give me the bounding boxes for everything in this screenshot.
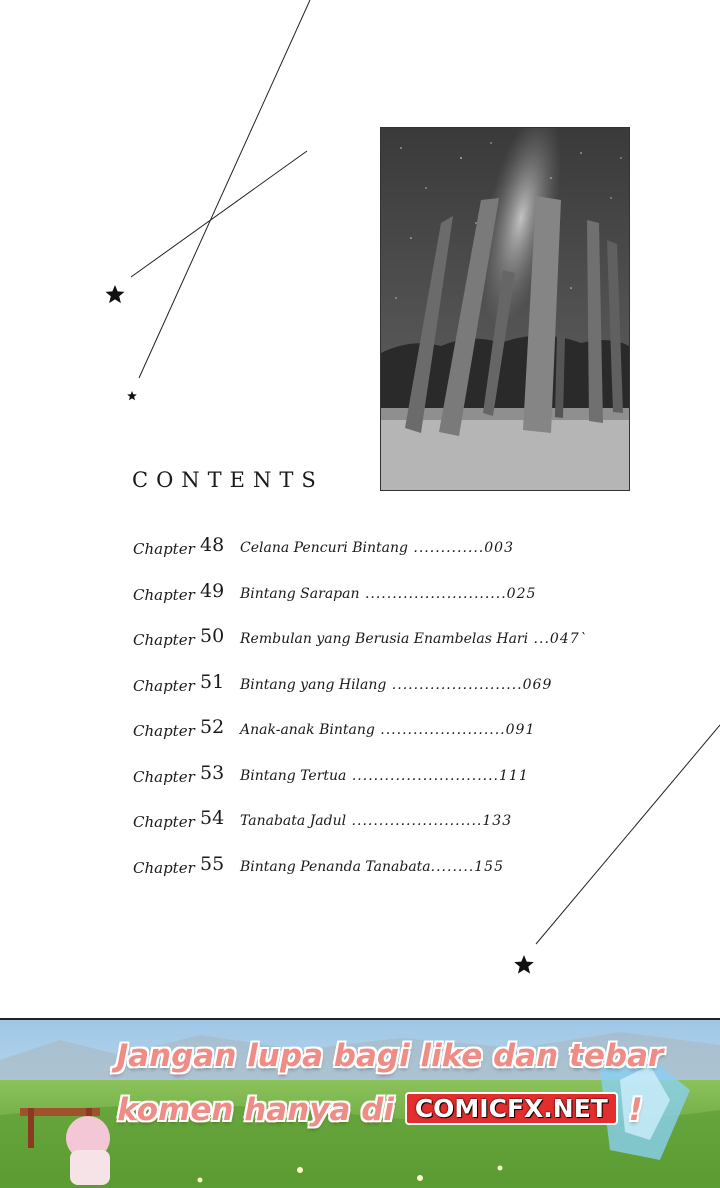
dot-leader: ........................ <box>386 676 523 693</box>
page-number: 111 <box>499 767 529 784</box>
star-icon <box>514 955 534 974</box>
site-link[interactable]: COMICFX.NET <box>405 1092 618 1125</box>
chapter-label: Chapter <box>133 767 195 786</box>
chapter-title: Tanabata Jadul <box>240 813 347 829</box>
chapter-title: Bintang Penanda Tanabata <box>240 858 431 875</box>
page-number: 133 <box>482 813 513 829</box>
chapter-label: Chapter <box>133 540 195 558</box>
promo-banner <box>0 1018 720 1188</box>
night-sky-pillars-photo <box>380 127 630 491</box>
dot-leader: ........ <box>430 858 475 875</box>
page-number: 003 <box>484 540 514 556</box>
shooting-star-trail <box>139 0 310 378</box>
chapter-title-line <box>240 586 536 602</box>
chapter-label: Chapter <box>133 722 195 740</box>
chapter-title-line <box>240 722 535 738</box>
chapter-number: 54 <box>200 807 225 829</box>
chapter-title: Bintang yang Hilang <box>240 676 387 693</box>
banner-line-2 <box>0 1092 720 1128</box>
page-number: 069 <box>522 676 553 693</box>
chapter-label: Chapter <box>133 858 195 877</box>
chapter-title: Celana Pencuri Bintang <box>240 540 408 556</box>
chapter-number: 55 <box>200 852 225 875</box>
page-number: 025 <box>506 585 537 602</box>
chapter-title-line <box>240 540 514 556</box>
chapter-label: Chapter <box>133 585 195 604</box>
dot-leader: ... <box>528 631 550 647</box>
page-number: 091 <box>505 722 536 738</box>
chapter-title-line <box>240 631 588 647</box>
chapter-number: 53 <box>200 761 225 784</box>
toc-entry <box>133 853 653 899</box>
star-icon <box>127 391 137 400</box>
chapter-title: Rembulan yang Berusia Enambelas Hari <box>240 631 529 647</box>
dot-leader: ........................... <box>346 767 500 784</box>
star-icon <box>106 285 125 303</box>
contents-heading: CONTENTS <box>132 468 324 492</box>
toc-entry <box>133 671 653 717</box>
dot-leader: ....................... <box>374 722 506 738</box>
chapter-number: 48 <box>200 534 225 556</box>
chapter-title-line <box>240 813 512 829</box>
page-number: 155 <box>474 858 504 875</box>
shooting-star-trail <box>131 151 307 277</box>
chapter-number: 50 <box>200 625 225 647</box>
dot-leader: ............. <box>407 540 485 556</box>
toc-entry <box>133 625 653 671</box>
chapter-number: 52 <box>200 716 225 738</box>
chapter-number: 49 <box>200 579 225 602</box>
toc-entry <box>133 762 653 808</box>
toc-entry <box>133 716 653 762</box>
toc-entry <box>133 807 653 853</box>
page-number: 047` <box>549 631 588 647</box>
toc-entry <box>133 580 653 626</box>
chapter-label: Chapter <box>133 676 195 695</box>
banner-line-1: Jangan lupa bagi like dan tebar <box>116 1038 664 1074</box>
dot-leader: ........................ <box>346 813 483 829</box>
dot-leader: .......................... <box>359 585 507 602</box>
toc-entry <box>133 534 653 580</box>
chapter-title-line <box>240 768 529 784</box>
banner-text-suffix: ! <box>628 1092 643 1128</box>
table-of-contents <box>133 534 653 898</box>
chapter-label: Chapter <box>133 813 195 831</box>
chapter-number: 51 <box>200 670 225 693</box>
chapter-title-line <box>240 859 504 875</box>
chapter-title: Bintang Sarapan <box>240 585 360 602</box>
banner-text-prefix: komen hanya di <box>117 1092 395 1128</box>
chapter-title-line <box>240 677 552 693</box>
chapter-label: Chapter <box>133 631 195 649</box>
chapter-title: Bintang Tertua <box>240 767 347 784</box>
chapter-title: Anak-anak Bintang <box>240 722 375 738</box>
